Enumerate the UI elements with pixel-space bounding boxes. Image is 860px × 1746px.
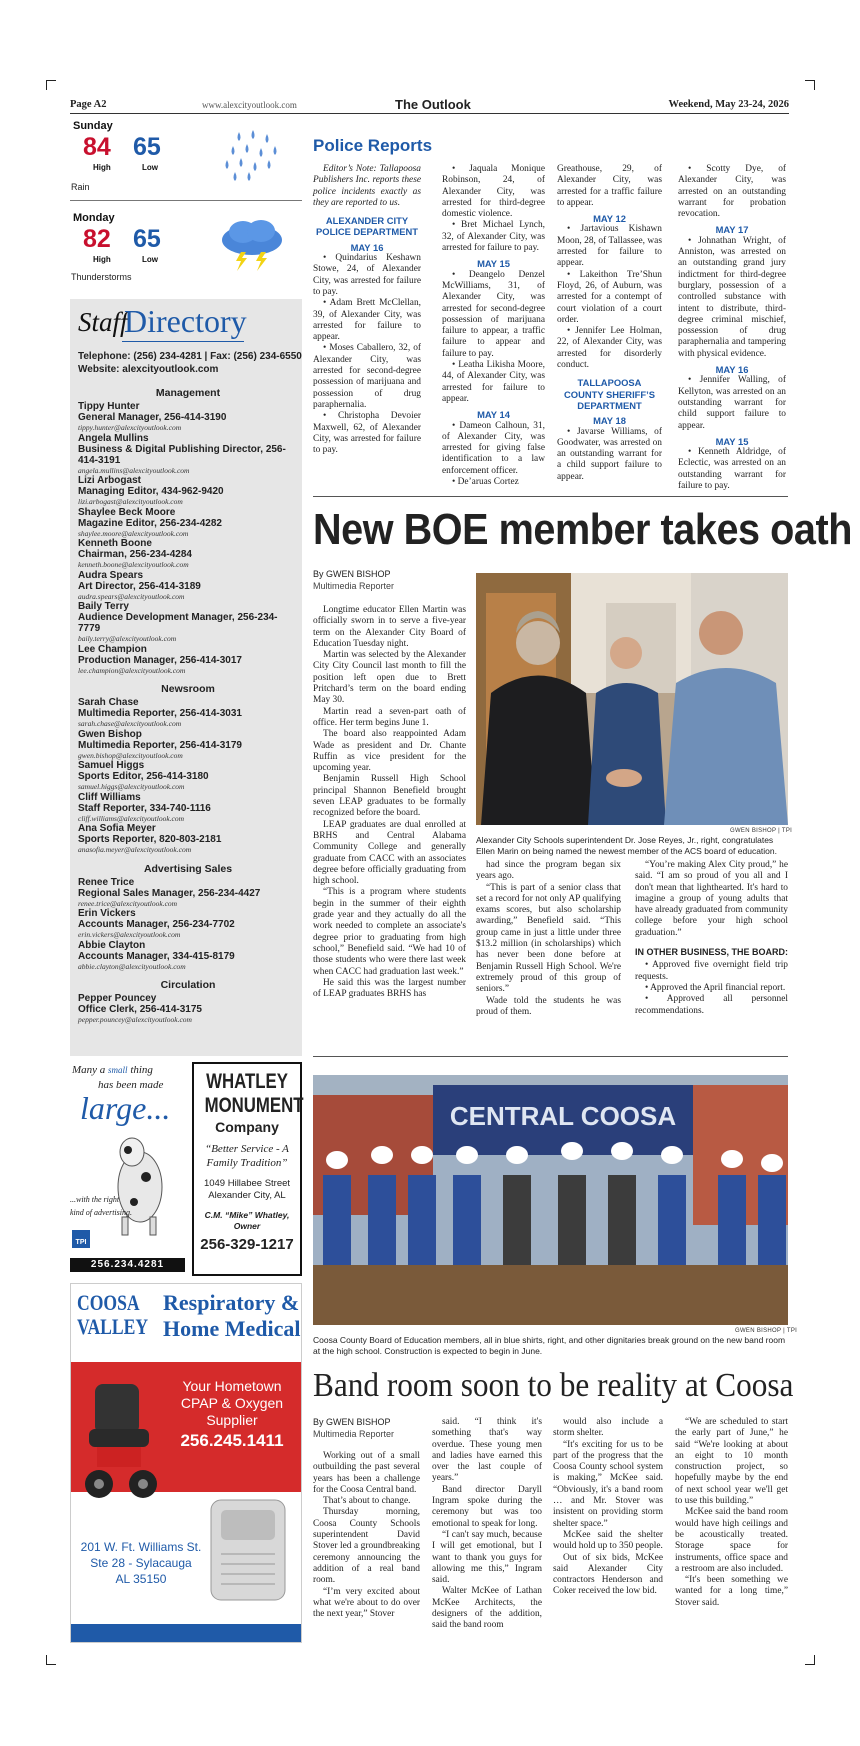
directory-phone: Telephone: (256) 234-4281 | Fax: (256) 234-6550 [78, 351, 302, 362]
staff-entry [78, 792, 298, 824]
staff-role: Business & Digital Publishing Director, 256-414-3191 [78, 443, 286, 466]
police-date-heading: MAY 12 [593, 213, 626, 225]
police-item: • Kenneth Aldridge, of Eclectic, was arrested on an outstanding warrant for failure to pay. [678, 447, 786, 492]
weather-low: 65 [133, 225, 161, 253]
staff-role: Staff Reporter, 334-740-1116 [78, 802, 211, 814]
ad-slogan: “Better Service - A Family Tradition” [205, 1143, 289, 1169]
photo-caption: Alexander City Schools superintendent Dr. Jose Reyes, Jr., right, congratulates Ellen Marin on being named the newest member of the ACS board of education. [476, 835, 777, 856]
ad-text: kind of advertising. [70, 1208, 132, 1217]
story-paragraph: Thursday morning, Coosa County Schools superintendent David Stover led a groundbreaking ceremony announcing the addition of a real band room. [313, 1507, 420, 1586]
staff-entry [78, 475, 298, 507]
staff-email[interactable]: lizi.arbogast@alexcityoutlook.com [78, 497, 183, 506]
low-label: Low [142, 255, 158, 264]
valley-logo: VALLEY [77, 1314, 149, 1339]
ad-text: 201 W. Ft. Williams St. [80, 1540, 202, 1554]
high-label: High [93, 163, 111, 172]
staff-entry [78, 507, 298, 539]
staff-name: Baily Terry [78, 601, 129, 612]
ad-text: Supplier [206, 1412, 258, 1428]
staff-entry [78, 697, 298, 729]
story-paragraph: He said this was the largest number of LEAP graduates BRHS has [313, 977, 466, 1000]
ad-phone: 256-329-1217 [200, 1236, 294, 1253]
photo-groundbreaking [313, 1075, 788, 1325]
photo-illustration [476, 573, 788, 825]
ad-tpi[interactable] [70, 1062, 185, 1276]
story-paragraph: Martin read a seven-part oath of office. Her term begins June 1. [313, 706, 466, 728]
story-paragraph: Martin was selected by the Alexander City City Council last month to fill the position left open due to Brett Pritchard’s term on the board ending May 30. [313, 650, 466, 706]
editor-note: Editor’s Note: Tallapoosa Publishers Inc. reports these police incidents exactly as they are reported to us. [313, 164, 421, 208]
police-item: • De’aruas Cortez [452, 477, 519, 488]
crop-mark [805, 1655, 815, 1665]
staff-name: Renee Trice [78, 876, 135, 888]
staff-list [78, 379, 298, 1025]
byline-title: Multimedia Reporter [313, 1429, 395, 1439]
ad-title: Respiratory & [163, 1290, 300, 1315]
story-paragraph: Working out of a small outbuilding the past several years has been a challenge for the Coosa Central band. [313, 1451, 420, 1495]
staff-name: Samuel Higgs [78, 760, 145, 771]
police-item: • Jennifer Walling, of Kellyton, was arrested on an outstanding warrant for child support failure to appear. [678, 375, 786, 431]
story-paragraph: Longtime educator Ellen Martin was officially sworn in to serve a five-year term on the Alexander City Board of Education Tuesday night. [313, 605, 466, 649]
ad-text: CPAP & Oxygen [180, 1395, 284, 1411]
staff-email[interactable]: lee.champion@alexcityoutlook.com [78, 665, 186, 675]
ad-text: has been made [98, 1079, 164, 1091]
photo-board-oath [476, 573, 788, 825]
weather-high: 82 [83, 225, 111, 253]
staff-name: Tippy Hunter [78, 401, 140, 412]
oxygen-concentrator-icon [207, 1494, 289, 1604]
police-date-heading: MAY 18 [593, 415, 626, 427]
dog-icon [110, 1132, 170, 1237]
staff-name: Gwen Bishop [78, 728, 142, 740]
title-underline [122, 341, 244, 342]
staff-entry [78, 433, 298, 476]
staff-entry [78, 823, 298, 855]
story-paragraph: Band director Daryll Ingram spoke during the ceremony but was too emotional to speak for long. [432, 1484, 542, 1529]
police-item: • Johnathan Wright, of Anniston, was arrested on an outstanding grand jury indictment for third-degree burglary, possession of a controlled substance with intent to distribute, third-degree criminal mischief, possession of drug paraphernalia and tampering with physical evidence. [678, 235, 786, 359]
staff-name: Audra Spears [78, 569, 144, 581]
directory-contact [78, 350, 302, 376]
ad-address: Alexander City, AL [208, 1190, 286, 1201]
police-item: • Deangelo Denzel McWilliams, 31, of Alexander City, was arrested for second-degree possession of marijuana failure to appear, a traffic failure to appear and failure to pay. [442, 269, 545, 359]
crop-mark [46, 80, 56, 90]
ad-phone: 256.245.1411 [180, 1431, 284, 1450]
police-item: • Leatha Likisha Moore, 44, of Alexander City, was arrested for failure to appear. [442, 360, 545, 404]
police-agency-heading: TALLAPOOSA COUNTY SHERIFF’S DEPARTMENT [564, 377, 655, 411]
weather-sunday [73, 120, 302, 200]
story-paragraph: “It's been something we wanted for a long time,” Stover said. [675, 1575, 788, 1608]
staff-email[interactable]: sarah.chase@alexcityoutlook.com [78, 719, 182, 728]
staff-email[interactable]: gwen.bishop@alexcityoutlook.com [78, 750, 183, 760]
staff-email[interactable]: pepper.pouncey@alexcityoutlook.com [78, 1015, 192, 1024]
weather-low: 65 [133, 133, 161, 161]
story-paragraph: Wade told the students he was proud of them. [476, 995, 621, 1017]
staff-name: Shaylee Beck Moore [78, 506, 176, 518]
police-item: • Quindarius Keshawn Stowe, 24, of Alexander City, was arrested for failure to pay. [313, 253, 421, 297]
story-column [432, 1417, 542, 1632]
crop-mark [805, 80, 815, 90]
story-paragraph: Walter McKee of Lathan McKee Architects, the designers of the addition, said the band room [432, 1586, 542, 1631]
ad-text: AL 35150 [115, 1572, 167, 1586]
masthead: The Outlook [395, 97, 471, 112]
issue-date: Weekend, May 23-24, 2026 [668, 99, 789, 110]
story-paragraph: “We are scheduled to start the early part of June,” he said “We're looking at about an eight to 10 month construction project, so hopefully maybe by the end of next school year we'll get to use this building.” [675, 1417, 788, 1507]
high-label: High [93, 255, 111, 264]
story-paragraph: “This is a program where students begin in the summer of their eighth grade year and they actually do all the work needed to complete an associate's degree prior to graduating from high school,” Benefield said. “We had 10 of those students who were there last week when CACC had graduation last week.” [313, 887, 466, 977]
divider [313, 496, 788, 497]
weather-day: Monday [73, 212, 115, 224]
staff-role: Magazine Editor, 256-234-4282 [78, 517, 222, 529]
directory-section-heading: Circulation [160, 979, 216, 991]
ad-text: Many a [72, 1064, 106, 1076]
police-item: • Javarse Williams, of Goodwater, was arrested on an outstanding warrant for a child support failure to appear. [557, 426, 662, 482]
directory-title: Directory [124, 303, 247, 339]
staff-role: Accounts Manager, 256-234-7702 [78, 919, 235, 930]
staff-role: Regional Sales Manager, 256-234-4427 [78, 887, 261, 899]
staff-name: Sarah Chase [78, 697, 139, 708]
directory-section-heading: Newsroom [161, 683, 215, 695]
police-date-heading: MAY 14 [477, 409, 510, 421]
weather-day: Sunday [73, 120, 113, 132]
police-item: • Moses Caballero, 32, of Alexander City, was arrested for second-degree possession of marijuana and possession of drug paraphernalia. [313, 343, 421, 410]
staff-entry [78, 538, 298, 570]
story-paragraph: “You’re making Alex City proud,” he said. “I am so proud of you all and I don't mean that lighthearted. It's hard to imagine a group of young adults that have already graduated from community college before your high school graduation.” [635, 860, 788, 938]
staff-role: Sports Reporter, 820-803-2181 [78, 834, 222, 845]
police-item: • Christopha Devoier Maxwell, 62, of Alexander City, was arrested for failure to pay. [313, 411, 421, 456]
staff-role: Accounts Manager, 334-415-8179 [78, 950, 235, 962]
police-item: • Jartavious Kishawn Moon, 28, of Tallassee, was arrested for failure to appear. [557, 224, 662, 269]
story-paragraph: Out of six bids, McKee said Alexander City contractors Henderson and Coker received the low bid. [553, 1552, 663, 1597]
staff-name: Erin Vickers [78, 908, 136, 919]
staff-entry [78, 401, 298, 433]
byline-title: Multimedia Reporter [313, 581, 395, 591]
police-item: • Jennifer Lee Holman, 22, of Alexander City, was arrested for disorderly conduct. [557, 326, 662, 371]
photo-caption: Coosa County Board of Education members, all in blue shirts, right, and other dignitaries break ground on the new band room at the high school. Construction is expected to begin in June. [313, 1335, 786, 1356]
story-paragraph: had since the program began six years ago. [476, 860, 621, 882]
police-column [313, 164, 421, 456]
staff-role: General Manager, 256-414-3190 [78, 412, 227, 423]
staff-email[interactable]: erin.vickers@alexcityoutlook.com [78, 930, 181, 939]
police-date-heading: MAY 16 [350, 241, 384, 253]
story-paragraph: That’s about to change. [323, 1496, 411, 1507]
power-chair-icon [75, 1374, 171, 1514]
staff-name: Angela Mullins [78, 432, 149, 444]
staff-entry [78, 760, 298, 792]
byline: By GWEN BISHOP [313, 569, 391, 579]
staff-role: Art Director, 256-414-3189 [78, 580, 201, 592]
story-headline: Band room soon to be reality at Coosa [313, 1367, 794, 1404]
staff-name: Lizi Arbogast [78, 475, 141, 486]
story-paragraph: The board also reappointed Adam Wade as president and Dr. Chante Ruffin as vice president for the upcoming year. [313, 729, 466, 774]
police-item: Greathouse, 29, of Alexander City, was arrested for a traffic failure to appear. [557, 164, 662, 208]
story-paragraph: “This is part of a senior class that set a record for not only AP qualifying exams scores, but also scholarship awarding,” Benefield said. “This group came in just a little under three $13.2 million (in scholarships) which has never been done before at Benjamin Russell High School. We're extremely proud of this group of seniors.” [476, 882, 621, 995]
ad-text: MONUMENT [204, 1094, 304, 1117]
staff-entry [78, 993, 298, 1025]
directory-title-staff: Staff [78, 307, 128, 337]
ad-text: large... [80, 1090, 171, 1126]
byline: By GWEN BISHOP [313, 1417, 391, 1427]
staff-entry [78, 729, 298, 761]
divider [70, 200, 302, 201]
police-reports-heading: Police Reports [313, 136, 433, 155]
staff-role: Audience Development Manager, 256-234-7779 [78, 612, 278, 634]
ad-title: Home Medical [163, 1316, 301, 1341]
other-business-heading: IN OTHER BUSINESS, THE BOARD: [635, 947, 789, 958]
photo-credit: GWEN BISHOP | TPI [730, 828, 793, 834]
staff-name: Kenneth Boone [78, 538, 152, 549]
story-paragraph: Benjamin Russell High School principal Shannon Benefield brought seven LEAP graduates to be formally recognized before the board. [313, 774, 466, 819]
police-column [442, 164, 545, 488]
story-paragraph: “It's exciting for us to be part of the progress that the Coosa County school system is making,” McKee said. “Obviously, it's a band room … and Mr. Stover was insistent on providing storm shelter space.” [553, 1439, 663, 1529]
ad-text: Company [215, 1119, 279, 1135]
weather-condition: Thunderstorms [71, 272, 132, 282]
photo-credit: GWEN BISHOP | TPI [735, 1328, 798, 1334]
staff-role: Production Manager, 256-414-3017 [78, 654, 242, 666]
coosa-logo: COOSA [77, 1290, 140, 1315]
story-column [476, 860, 621, 1018]
weather-condition: Rain [71, 182, 90, 192]
staff-email[interactable]: abbie.clayton@alexcityoutlook.com [78, 961, 186, 971]
ad-text: Ste 28 - Sylacauga [90, 1556, 192, 1570]
ad-text: WHATLEY [206, 1070, 288, 1093]
ad-owner: C.M. “Mike” Whatley, Owner [204, 1210, 290, 1231]
weather-monday [73, 212, 302, 292]
directory-website[interactable]: Website: alexcityoutlook.com [78, 364, 219, 375]
ad-address [71, 1539, 211, 1587]
staff-entry [78, 908, 298, 940]
ad-tagline [167, 1378, 297, 1453]
tpi-logo: TPI [72, 1230, 90, 1248]
ad-line [72, 1064, 153, 1076]
story-paragraph: LEAP graduates are dual enrolled at BRHS and Central Alabama Community College and generally graduate from CACC with an associates degree before officially graduating from high school. [313, 819, 466, 887]
directory-section-heading: Management [155, 387, 221, 399]
story-paragraph: would also include a storm shelter. [553, 1417, 663, 1439]
ad-address: 1049 Hillabee Street [203, 1178, 291, 1189]
story-column [635, 860, 788, 1017]
police-agency-heading: ALEXANDER CITY POLICE DEPARTMENT [316, 215, 418, 238]
police-date-heading: MAY 15 [715, 435, 749, 447]
other-business-item: • Approved all personnel recommendations. [635, 994, 788, 1016]
staff-name: Lee Champion [78, 643, 147, 655]
divider [313, 1056, 788, 1057]
staff-entry [78, 940, 298, 972]
ad-text: ...with the right [70, 1195, 120, 1204]
police-date-heading: MAY 16 [715, 364, 749, 376]
story-paragraph: said. “I think it's something that's way overdue. These young men and ladies have earned this over the last couple of years.” [432, 1417, 542, 1484]
staff-email[interactable]: shaylee.moore@alexcityoutlook.com [78, 528, 189, 538]
ad-whatley-monument[interactable] [192, 1062, 302, 1276]
staff-directory [70, 299, 302, 1056]
staff-name: Ana Sofia Meyer [78, 823, 156, 834]
police-column [678, 164, 786, 492]
staff-email[interactable]: angela.mullins@alexcityoutlook.com [78, 465, 190, 475]
police-item: • Scotty Dye, of Alexander City, was arrested on an outstanding warrant for probation revocation. [678, 164, 786, 220]
site-url[interactable]: www.alexcityoutlook.com [202, 100, 297, 110]
weather-high: 84 [83, 133, 111, 161]
police-item: • Dameon Calhoun, 31, of Alexander City, was arrested for giving false identification to a law enforcement officer. [442, 420, 545, 476]
ad-text: Your Hometown [182, 1378, 282, 1394]
crop-mark [46, 1655, 56, 1665]
ad-text: small [108, 1065, 128, 1075]
police-item: • Jaquala Monique Robinson, 24, of Alexander City, was arrested for third-degree domestic violence. [442, 164, 545, 220]
police-item: • Bret Michael Lynch, 32, of Alexander City, was arrested for failure to pay. [442, 220, 545, 254]
police-item: • Adam Brett McClellan, 39, of Alexander City, was arrested for failure to appear. [313, 298, 421, 343]
staff-name: Pepper Pouncey [78, 993, 157, 1004]
staff-role: Multimedia Reporter, 256-414-3031 [78, 708, 242, 719]
staff-name: Cliff Williams [78, 791, 141, 803]
staff-email[interactable]: renee.trice@alexcityoutlook.com [78, 898, 178, 908]
story-column [313, 605, 466, 1000]
page-header [70, 97, 789, 114]
staff-email[interactable]: tippy.hunter@alexcityoutlook.com [78, 423, 182, 432]
story-column [313, 1451, 420, 1620]
other-business-item: • Approved five overnight field trip requests. [635, 960, 788, 982]
police-date-heading: MAY 15 [477, 258, 510, 270]
story-paragraph: “I can't say much, because I will get emotional, but I want to thank you guys for allowing me this,” Ingram said. [432, 1529, 542, 1586]
staff-email[interactable]: anasofia.meyer@alexcityoutlook.com [78, 845, 192, 854]
staff-entry [78, 877, 298, 909]
staff-email[interactable]: samuel.higgs@alexcityoutlook.com [78, 782, 185, 791]
ad-coosa-valley-medical[interactable] [70, 1283, 302, 1643]
staff-email[interactable]: baily.terry@alexcityoutlook.com [78, 634, 177, 643]
banner-text: CENTRAL COOSA [449, 1101, 677, 1131]
story-headline: New BOE member takes oath [313, 505, 852, 554]
story-paragraph: McKee said the shelter would hold up to 350 people. [553, 1529, 663, 1552]
directory-section-heading: Advertising Sales [143, 862, 233, 875]
police-item: • Lakeithon Tre’Shun Floyd, 26, of Auburn, was arrested for a contempt of court violation of a court order. [557, 269, 662, 325]
rain-cloud-icon [219, 128, 285, 184]
staff-role: Managing Editor, 434-962-9420 [78, 486, 224, 497]
police-column [557, 164, 662, 483]
staff-entry [78, 601, 298, 644]
staff-role: Multimedia Reporter, 256-414-3179 [78, 739, 242, 751]
staff-entry [78, 570, 298, 602]
staff-entry [78, 644, 298, 676]
police-date-heading: MAY 17 [715, 224, 749, 236]
staff-role: Sports Editor, 256-414-3180 [78, 771, 209, 782]
ad-footer-bar [71, 1624, 301, 1642]
story-column [675, 1417, 788, 1609]
staff-role: Chairman, 256-234-4284 [78, 549, 192, 560]
story-paragraph: McKee said the band room would have high ceilings and be acoustically treated. Storage space for instruments, office space and a restroom are also included. [675, 1507, 788, 1574]
staff-role: Office Clerk, 256-414-3175 [78, 1004, 202, 1015]
page-number: Page A2 [70, 99, 107, 110]
other-business-item: • Approved the April financial report. [645, 982, 786, 993]
staff-email[interactable]: cliff.williams@alexcityoutlook.com [78, 813, 185, 823]
thunderstorm-cloud-icon [219, 218, 285, 274]
staff-email[interactable]: audra.spears@alexcityoutlook.com [78, 591, 185, 601]
story-column [553, 1417, 663, 1598]
low-label: Low [142, 163, 158, 172]
photo-illustration [313, 1075, 788, 1325]
staff-name: Abbie Clayton [78, 939, 146, 951]
ad-text: thing [130, 1064, 153, 1076]
ad-phone: 256.234.4281 [70, 1258, 185, 1272]
story-paragraph: “I’m very excited about what we're about to do over the next year,” Stover [313, 1586, 420, 1620]
staff-email[interactable]: kenneth.boone@alexcityoutlook.com [78, 560, 189, 569]
